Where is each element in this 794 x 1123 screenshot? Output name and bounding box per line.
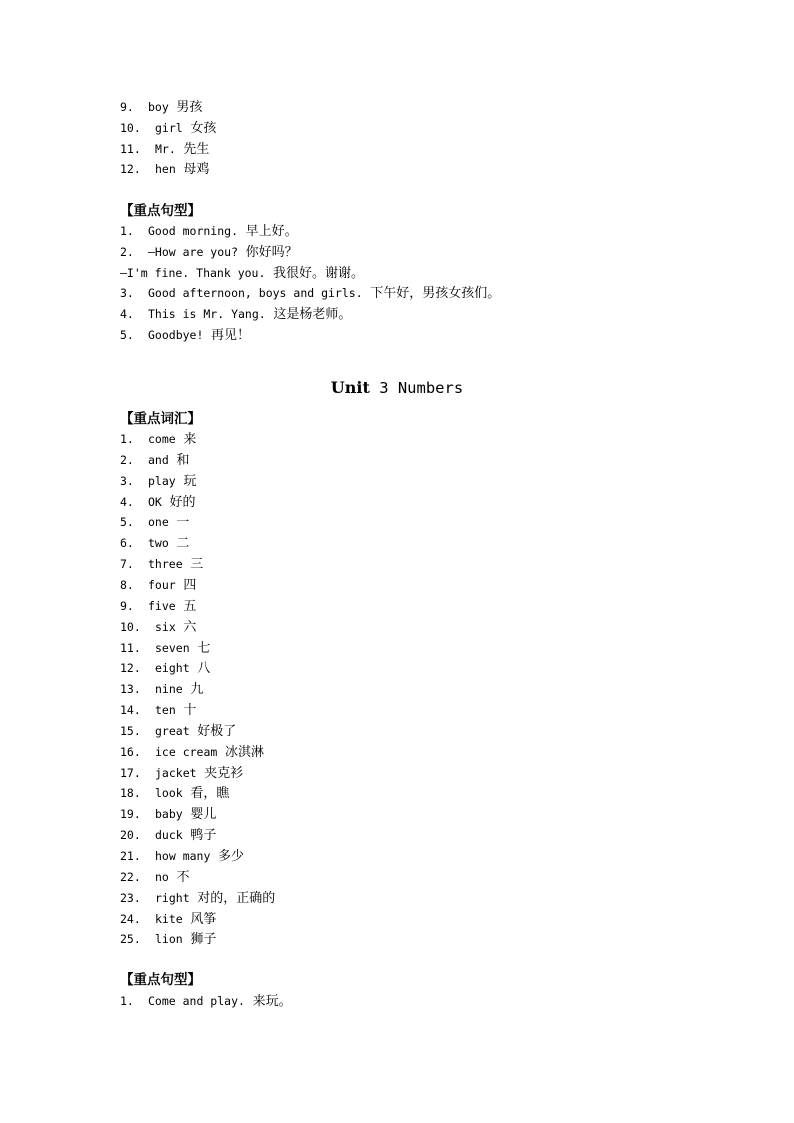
english-text: no	[155, 869, 169, 884]
sentence-item	[120, 265, 364, 282]
unit-title-rest: 3 Numbers	[369, 379, 464, 397]
english-text: right	[155, 890, 190, 905]
vocab-item	[120, 494, 196, 511]
vocab-item	[120, 619, 196, 636]
chinese-text: 来玩。	[252, 994, 292, 1009]
item-number: 10.	[120, 120, 141, 135]
english-text: —How are you?	[148, 244, 239, 259]
english-text: great	[155, 723, 190, 738]
item-number: 3.	[120, 286, 134, 301]
item-number: 23.	[120, 890, 141, 905]
item-number: 2.	[120, 244, 134, 259]
english-text: duck	[155, 828, 183, 843]
vocab-item	[120, 535, 189, 552]
english-text: eight	[155, 661, 190, 676]
english-text: Good morning.	[148, 224, 239, 238]
chinese-text: 八	[197, 661, 211, 677]
chinese-text: 鸭子	[190, 828, 217, 844]
english-text: look	[155, 786, 183, 801]
english-text: come	[148, 432, 176, 446]
vocab-item	[120, 911, 216, 928]
english-text: baby	[155, 807, 183, 822]
chinese-text: 你好吗？	[245, 244, 298, 260]
sentence-item	[120, 327, 250, 344]
item-number: 20.	[120, 828, 141, 843]
chinese-text: 下午好，男孩女孩们。	[370, 286, 501, 302]
chinese-text: 我很好。谢谢。	[273, 265, 365, 281]
vocab-item	[120, 556, 203, 573]
english-text: seven	[155, 640, 190, 655]
item-number: 15.	[120, 723, 141, 738]
english-text: three	[148, 557, 183, 572]
item-number: 1.	[120, 994, 134, 1008]
vocab-item	[120, 744, 264, 761]
sentence-item	[120, 285, 500, 302]
chinese-text: 多少	[218, 849, 245, 864]
vocab-item	[120, 660, 210, 677]
vocab-item	[120, 598, 196, 615]
vocab-item	[120, 452, 189, 469]
chinese-text: 女孩	[190, 120, 217, 136]
chinese-text: 母鸡	[183, 162, 210, 178]
chinese-text: 先生	[183, 141, 210, 157]
sentences-heading: 【重点句型】	[120, 203, 201, 219]
vocab-item	[120, 120, 216, 137]
english-text: six	[155, 619, 176, 634]
item-number: 6.	[120, 536, 134, 551]
item-number: 22.	[120, 869, 141, 884]
chinese-text: 四	[183, 577, 197, 593]
chinese-text: 二	[176, 536, 190, 552]
english-text: nine	[155, 682, 183, 697]
chinese-text: 六	[183, 619, 197, 635]
english-text: how many	[155, 849, 211, 863]
sentence-item	[120, 223, 298, 240]
vocab-item	[120, 785, 229, 802]
vocab-item	[120, 141, 209, 158]
english-text: This is Mr. Yang.	[148, 307, 266, 322]
item-number: 19.	[120, 807, 141, 822]
english-text: OK	[148, 494, 162, 509]
english-text: two	[148, 536, 169, 551]
vocab-item	[120, 681, 203, 698]
chinese-text: 七	[197, 640, 211, 656]
chinese-text: 玩	[183, 473, 197, 489]
item-number: 11.	[120, 640, 141, 655]
chinese-text: 狮子	[190, 932, 217, 948]
english-text: play	[148, 473, 176, 488]
chinese-text: 男孩	[176, 100, 203, 115]
english-text: boy	[148, 100, 169, 114]
item-number: 13.	[120, 682, 141, 697]
item-number: 5.	[120, 515, 134, 530]
item-number: 25.	[120, 932, 141, 947]
vocab-item	[120, 723, 236, 740]
vocab-item	[120, 848, 244, 865]
chinese-text: 好的	[169, 494, 196, 510]
item-number: 12.	[120, 162, 141, 177]
item-number: 9.	[120, 598, 134, 613]
chinese-text: 十	[183, 703, 197, 719]
vocab-item	[120, 473, 196, 490]
vocab-item	[120, 640, 210, 657]
chinese-text: 再见！	[211, 328, 251, 343]
chinese-text: 早上好。	[245, 224, 298, 239]
sentence-item	[120, 993, 292, 1010]
vocab-heading: 【重点词汇】	[120, 411, 201, 427]
item-number: 4.	[120, 307, 134, 322]
vocab-item	[120, 765, 243, 782]
unit-title-word: Unit	[330, 378, 370, 397]
vocab-item	[120, 931, 216, 948]
chinese-text: 一	[176, 515, 190, 531]
english-text: four	[148, 577, 176, 592]
english-text: hen	[155, 162, 176, 177]
english-text: Come and play.	[148, 994, 245, 1008]
item-number: 1.	[120, 224, 134, 238]
english-text: Mr.	[155, 141, 176, 156]
vocab-item	[120, 806, 216, 823]
chinese-text: 九	[190, 682, 204, 698]
english-text: Good afternoon, boys and girls.	[148, 286, 363, 301]
english-text: and	[148, 452, 169, 467]
vocab-item	[120, 827, 216, 844]
chinese-text: 看，瞧	[190, 786, 230, 802]
english-text: —I'm fine. Thank you.	[120, 265, 266, 280]
item-number: 18.	[120, 786, 141, 801]
sentences2-heading: 【重点句型】	[120, 972, 201, 988]
english-text: one	[148, 515, 169, 530]
vocab-item	[120, 161, 209, 178]
item-number: 4.	[120, 494, 134, 509]
english-text: kite	[155, 911, 183, 926]
english-text: Goodbye!	[148, 328, 204, 342]
chinese-text: 风筝	[190, 911, 217, 927]
vocab-item	[120, 890, 275, 907]
item-number: 12.	[120, 661, 141, 676]
chinese-text: 冰淇淋	[224, 744, 264, 760]
chinese-text: 五	[183, 598, 197, 614]
item-number: 7.	[120, 557, 134, 572]
chinese-text: 对的，正确的	[197, 890, 276, 906]
sentence-item	[120, 306, 351, 323]
english-text: girl	[155, 120, 183, 135]
item-number: 11.	[120, 141, 141, 156]
sentence-item	[120, 244, 298, 261]
item-number: 8.	[120, 577, 134, 592]
vocab-item	[120, 702, 196, 719]
vocab-item	[120, 514, 189, 531]
item-number: 3.	[120, 473, 134, 488]
item-number: 9.	[120, 100, 134, 114]
chinese-text: 和	[176, 452, 190, 468]
item-number: 21.	[120, 849, 141, 863]
item-number: 10.	[120, 619, 141, 634]
vocab-item	[120, 869, 190, 886]
item-number: 2.	[120, 452, 134, 467]
english-text: lion	[155, 932, 183, 947]
item-number: 24.	[120, 911, 141, 926]
chinese-text: 好极了	[197, 723, 237, 739]
item-number: 1.	[120, 432, 134, 446]
chinese-text: 婴儿	[190, 807, 217, 823]
english-text: ice cream	[155, 744, 218, 759]
chinese-text: 这是杨老师。	[273, 307, 352, 323]
vocab-item	[120, 99, 202, 116]
vocab-item	[120, 577, 196, 594]
english-text: five	[148, 598, 176, 613]
chinese-text: 来	[183, 432, 197, 447]
chinese-text: 夹克衫	[204, 765, 244, 781]
chinese-text: 不	[176, 869, 190, 885]
item-number: 5.	[120, 328, 134, 342]
english-text: ten	[155, 703, 176, 718]
english-text: jacket	[155, 765, 197, 780]
item-number: 14.	[120, 703, 141, 718]
chinese-text: 三	[190, 557, 204, 573]
item-number: 16.	[120, 744, 141, 759]
vocab-item	[120, 431, 196, 448]
unit-title	[0, 378, 794, 398]
item-number: 17.	[120, 765, 141, 780]
